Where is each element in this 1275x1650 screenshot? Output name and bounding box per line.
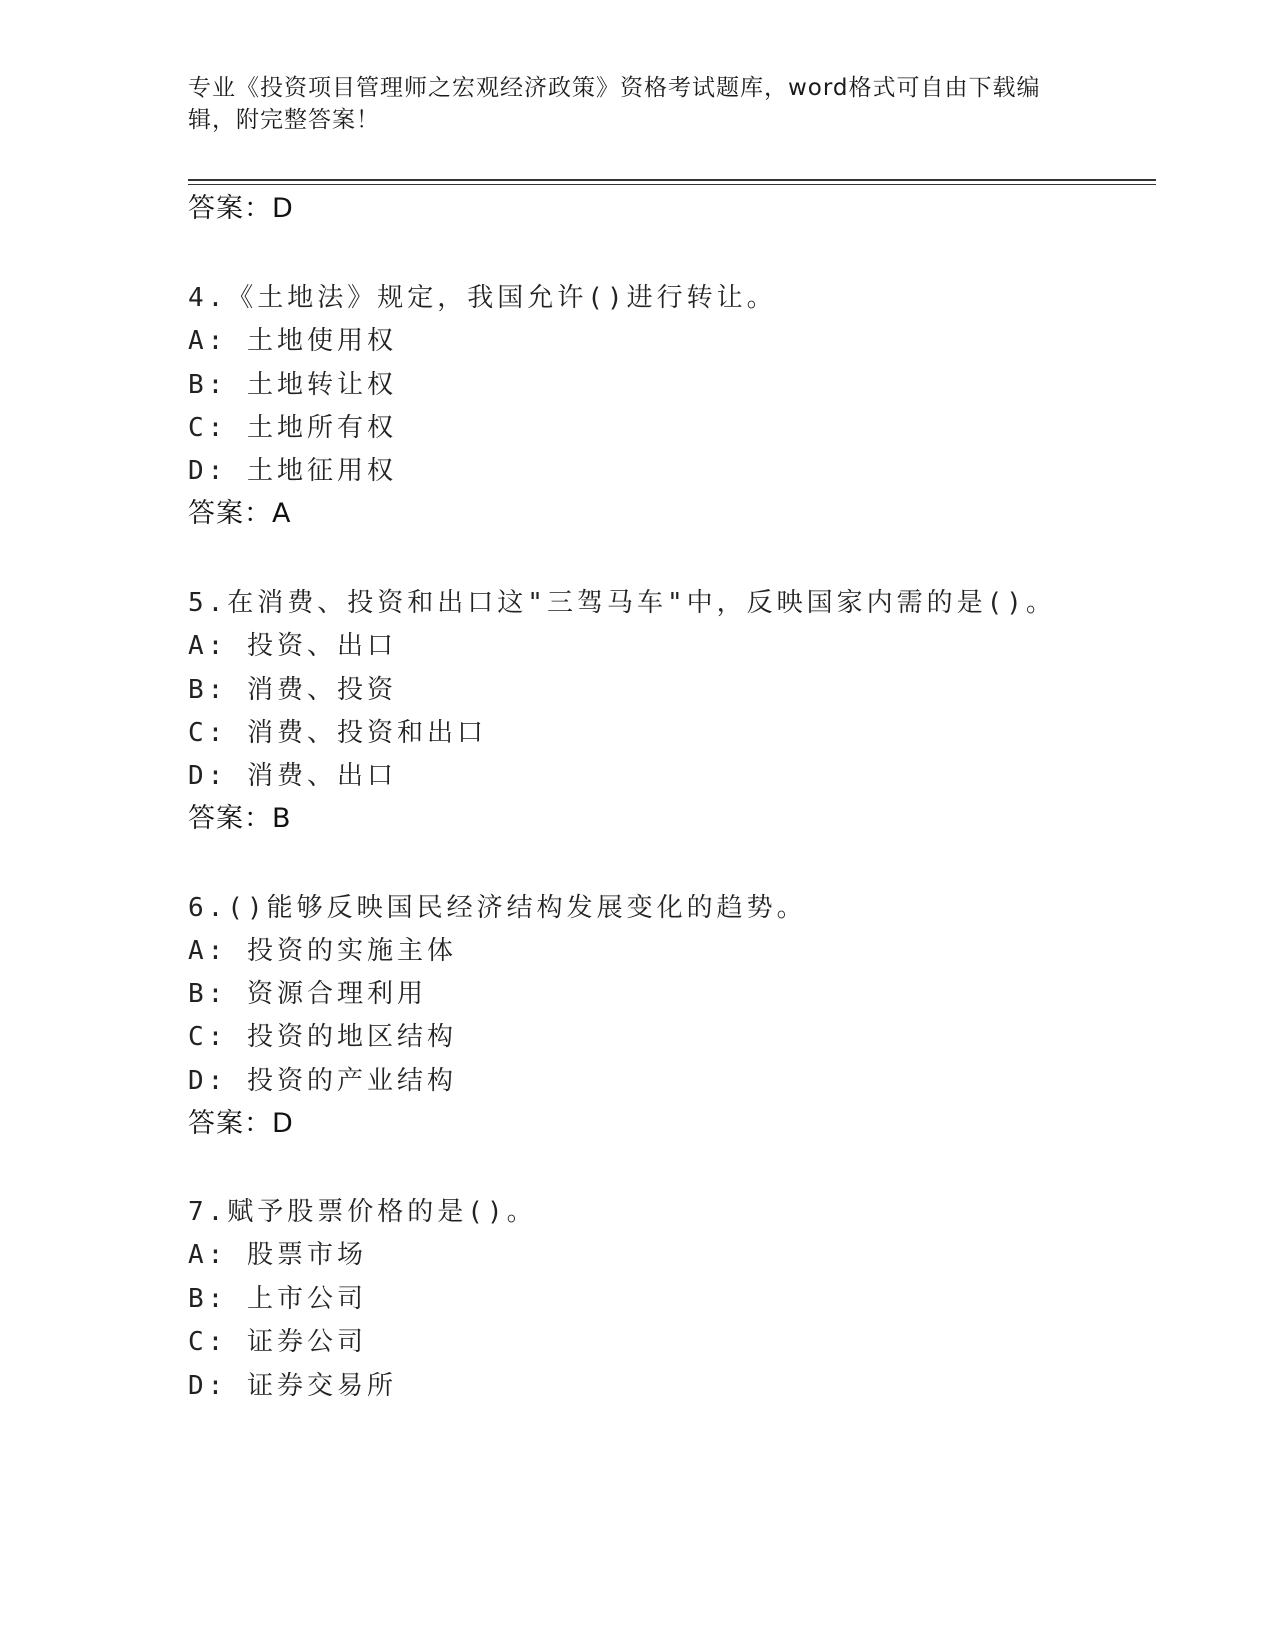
option-a: A: 投资的实施主体 <box>188 936 457 966</box>
question-stem: 6.()能够反映国民经济结构发展变化的趋势。 <box>188 893 807 923</box>
answer-line: 答案：B <box>188 803 292 834</box>
header-divider-thick <box>188 179 1156 181</box>
document-header <box>188 72 1068 136</box>
option-b: B: 土地转让权 <box>188 370 397 400</box>
option-a: A: 股票市场 <box>188 1240 367 1270</box>
option-c: C: 投资的地区结构 <box>188 1022 457 1052</box>
header-line-2: 辑，附完整答案！ <box>188 107 380 133</box>
option-b: B: 上市公司 <box>188 1284 367 1314</box>
header-divider-thin <box>188 184 1156 185</box>
option-d: D: 投资的产业结构 <box>188 1066 457 1096</box>
option-b: B: 资源合理利用 <box>188 979 427 1009</box>
option-c: C: 土地所有权 <box>188 413 397 443</box>
option-a: A: 投资、出口 <box>188 631 397 661</box>
option-d: D: 土地征用权 <box>188 456 397 486</box>
option-c: C: 证券公司 <box>188 1327 367 1357</box>
answer-line: 答案：A <box>188 498 292 529</box>
option-a: A: 土地使用权 <box>188 326 397 356</box>
option-b: B: 消费、投资 <box>188 675 397 705</box>
question-stem: 7.赋予股票价格的是()。 <box>188 1197 537 1227</box>
option-d: D: 证券交易所 <box>188 1371 397 1401</box>
header-line-1: 专业《投资项目管理师之宏观经济政策》资格考试题库，word格式可自由下载编 <box>188 75 1041 101</box>
answer-line: 答案：D <box>188 1108 294 1139</box>
question-stem: 4.《土地法》规定，我国允许()进行转让。 <box>188 283 777 313</box>
question-stem: 5.在消费、投资和出口这"三驾马车"中，反映国家内需的是()。 <box>188 588 1056 618</box>
option-c: C: 消费、投资和出口 <box>188 718 487 748</box>
answer-line: 答案：D <box>188 193 294 224</box>
option-d: D: 消费、出口 <box>188 761 397 791</box>
